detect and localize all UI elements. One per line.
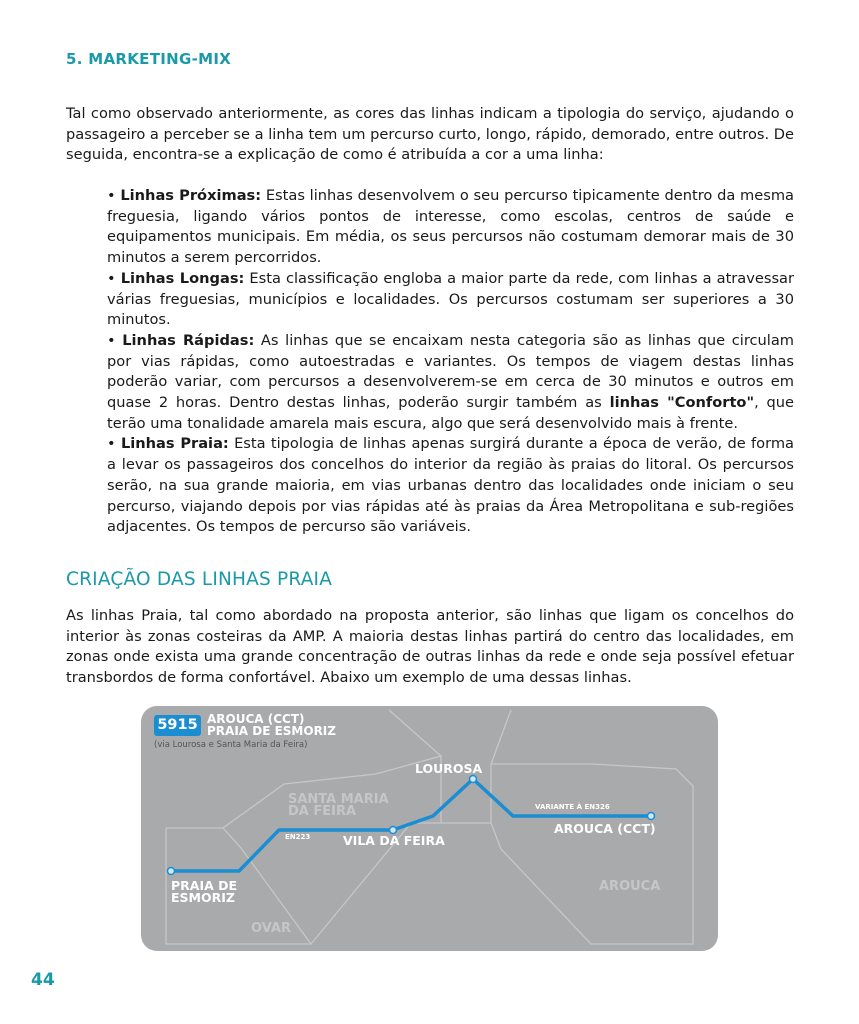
bullet-bold-phrase: linhas "Conforto" <box>609 394 755 412</box>
area-label-santa-maria-line1: SANTA MARIA <box>288 792 389 807</box>
stop-label-praia <box>171 880 237 904</box>
page-number: 44 <box>31 970 55 990</box>
subsection-paragraph: As linhas Praia, tal como abordado na proposta anterior, são linhas que ligam os concelhos do interior às zonas costeiras da AMP. A maioria destas linhas partirá do centro das localidades, em zonas onde exista uma grande concentração de outras linhas da rede e onde seja possível efetuar transbordos de forma confortável. Abaixo um exemplo de uma dessas linhas. <box>66 607 794 687</box>
stop-marker-praia <box>168 868 175 875</box>
stop-label-arouca: AROUCA (CCT) <box>554 821 656 836</box>
region-outline <box>223 756 441 944</box>
list-item: • Linhas Próximas: Estas linhas desenvolvem o seu percurso tipicamente dentro da mesma freguesia, ligando vários pontos de interesse, como escolas, centros de saúde e equipamentos municipais. Em média, os seus percursos não costumam demorar mais de 30 minutos a serem percorridos. <box>107 187 794 267</box>
list-item: • Linhas Longas: Esta classificação engloba a maior parte da rede, com linhas a atravessar várias freguesias, municípios e localidades. Os percursos costumam ser superiores a 30 minutos. <box>107 269 794 329</box>
area-label-santa-maria <box>288 794 389 818</box>
subsection-title: CRIAÇÃO DAS LINHAS PRAIA <box>66 569 333 590</box>
region-outline <box>441 764 693 944</box>
stop-label-praia-line1: PRAIA DE <box>171 878 238 893</box>
stop-label-vila-da-feira: VILA DA FEIRA <box>343 833 445 848</box>
bullet-label: Linhas Praia: <box>120 435 229 453</box>
area-label-santa-maria-line2: DA FEIRA <box>288 804 357 819</box>
bullet-text: Estas linhas desenvolvem o seu percurso tipicamente dentro da mesma freguesia, ligando vários pontos de interesse, como escolas, centros de saúde e equipamentos municipais. Em média, os seus percursos não costumam demorar mais de 30 minutos a serem percorridos. <box>107 187 794 267</box>
bullet-text-cont: , que terão uma tonalidade amarela mais escura, algo que será desenvolvido mais à frente. <box>107 394 794 432</box>
route-destination-top: AROUCA (CCT) <box>207 712 305 726</box>
stop-label-lourosa: LOUROSA <box>415 761 483 776</box>
stop-marker-arouca <box>648 813 655 820</box>
bullet-text: Esta classificação engloba a maior parte da rede, com linhas a atravessar várias freguesias, municípios e localidades. Os percursos costumam ser superiores a 30 minutos. <box>107 269 794 329</box>
section-title: 5. MARKETING-MIX <box>66 50 232 68</box>
bullet-label: Linhas Longas: <box>120 269 245 287</box>
bullet-text: As linhas que se encaixam nesta categoria são as linhas que circulam por vias rápidas, como autoestradas e variantes. Os tempos de viagem destas linhas poderão variar, com percursos a desenvolverem-se em cerca de 30 minutos e outros em quase 2 horas. Dentro destas linhas, poderão surgir também as <box>107 331 795 412</box>
road-label-variante: VARIANTE À EN326 <box>535 803 610 811</box>
road-label-en223: EN223 <box>285 833 311 841</box>
bullet-label: Linhas Próximas: <box>120 187 262 204</box>
area-label-ovar: OVAR <box>251 921 291 936</box>
list-item: • Linhas Rápidas: As linhas que se encaixam nesta categoria são as linhas que circulam por vias rápidas, como autoestradas e variantes. Os tempos de viagem destas linhas poderão variar, com percursos a desenvolverem-se em cerca de 30 minutos e outros em quase 2 horas. Dentro destas linhas, poderão surgir também as linhas "Conforto", que terão uma tonalidade amarela mais escura, algo que será desenvolvido mais à frente. <box>107 331 795 432</box>
route-destination-bottom: PRAIA DE ESMORIZ <box>207 724 336 738</box>
bullet-label: Linhas Rápidas: <box>122 331 255 349</box>
stop-marker-lourosa <box>470 776 477 783</box>
route-name <box>207 713 467 737</box>
stop-label-praia-line2: ESMORIZ <box>171 890 235 905</box>
route-map <box>141 706 718 951</box>
region-outline <box>491 710 511 764</box>
line-types-list <box>107 186 794 538</box>
bullet-text: Esta tipologia de linhas apenas surgirá durante a época de verão, de forma a levar os passageiros dos concelhos do interior da região às praias do litoral. Os percursos serão, na sua grande maioria, em vias urbanas dentro das localidades onde iniciam o seu percurso, viajando depois por vias rápidas até às praias da Área Metropolitana e sub-regiões adjacentes. Os tempos de percurso são variáveis. <box>107 435 794 536</box>
list-item: • Linhas Praia: Esta tipologia de linhas apenas surgirá durante a época de verão, de forma a levar os passageiros dos concelhos do interior da região às praias do litoral. Os percursos serão, na sua grande maioria, em vias urbanas dentro das localidades onde iniciam o seu percurso, viajando depois por vias rápidas até às praias da Área Metropolitana e sub-regiões adjacentes. Os tempos de percurso são variáveis. <box>107 435 794 536</box>
area-label-arouca: AROUCA <box>599 879 661 894</box>
intro-paragraph: Tal como observado anteriormente, as cores das linhas indicam a tipologia do serviço, ajudando o passageiro a perceber se a linha tem um percurso curto, longo, rápido, demorado, entre outros. De seguida, encontra-se a explicação de como é atribuída a cor a uma linha: <box>66 105 794 164</box>
line-number-badge: 5915 <box>154 715 201 736</box>
route-via: (via Lourosa e Santa Maria da Feira) <box>154 740 308 750</box>
